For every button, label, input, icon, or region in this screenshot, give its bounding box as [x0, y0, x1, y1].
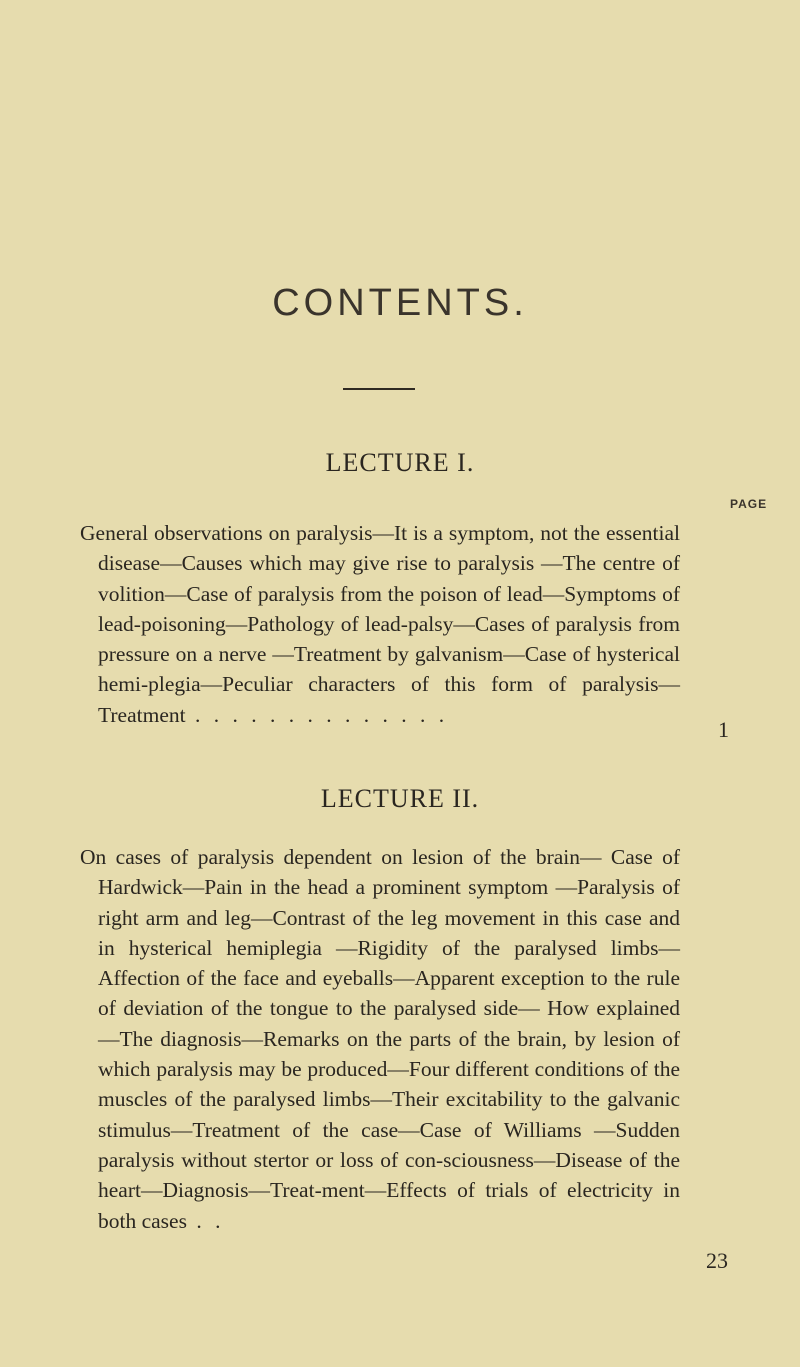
lecture-1-heading: LECTURE I. [325, 448, 475, 477]
title-divider [343, 388, 415, 390]
page-column-label: PAGE [730, 497, 768, 511]
lecture-2-heading: LECTURE II. [320, 784, 480, 813]
lecture-1-entry-text: General observations on paralysis—It is a symptom, not the essential disease—Causes which may give rise to paralysis —The centre of volition—Case of paralysis from the poison of lead—Symptoms of lead-poisoning—Pathology of lead-palsy—Cases of paralysis from pressure on a nerve —Treatment by galvanism—Case of hysterical hemi-plegia—Peculiar characters of this form of paralysis— Treatment [80, 521, 680, 727]
lecture-2-leader-dots: . . [186, 1208, 225, 1233]
lecture-1-page-number: 1 [718, 717, 729, 742]
lecture-2-entry-text: On cases of paralysis dependent on lesion of the brain— Case of Hardwick—Pain in the head a prominent symptom —Paralysis of right arm and leg—Contrast of the leg movement in this case and in hysterical hemiplegia —Rigidity of the paralysed limbs—Affection of the face and eyeballs—Apparent exception to the rule of deviation of the tongue to the paralysed side— How explained—The diagnosis—Remarks on the parts of the brain, by lesion of which paralysis may be produced—Four different conditions of the muscles of the paralysed limbs—Their excitability to the galvanic stimulus—Treatment of the case—Case of Williams —Sudden paralysis without stertor or loss of con-sciousness—Disease of the heart—Diagnosis—Treat-ment—Effects of trials of electricity in both cases [80, 845, 680, 1233]
page-title: CONTENTS. [272, 282, 528, 324]
lecture-2-page-number: 23 [706, 1248, 728, 1273]
lecture-1-entry [80, 518, 680, 730]
lecture-2-entry [80, 842, 680, 1236]
lecture-1-leader-dots: . . . . . . . . . . . . . . [185, 702, 449, 727]
